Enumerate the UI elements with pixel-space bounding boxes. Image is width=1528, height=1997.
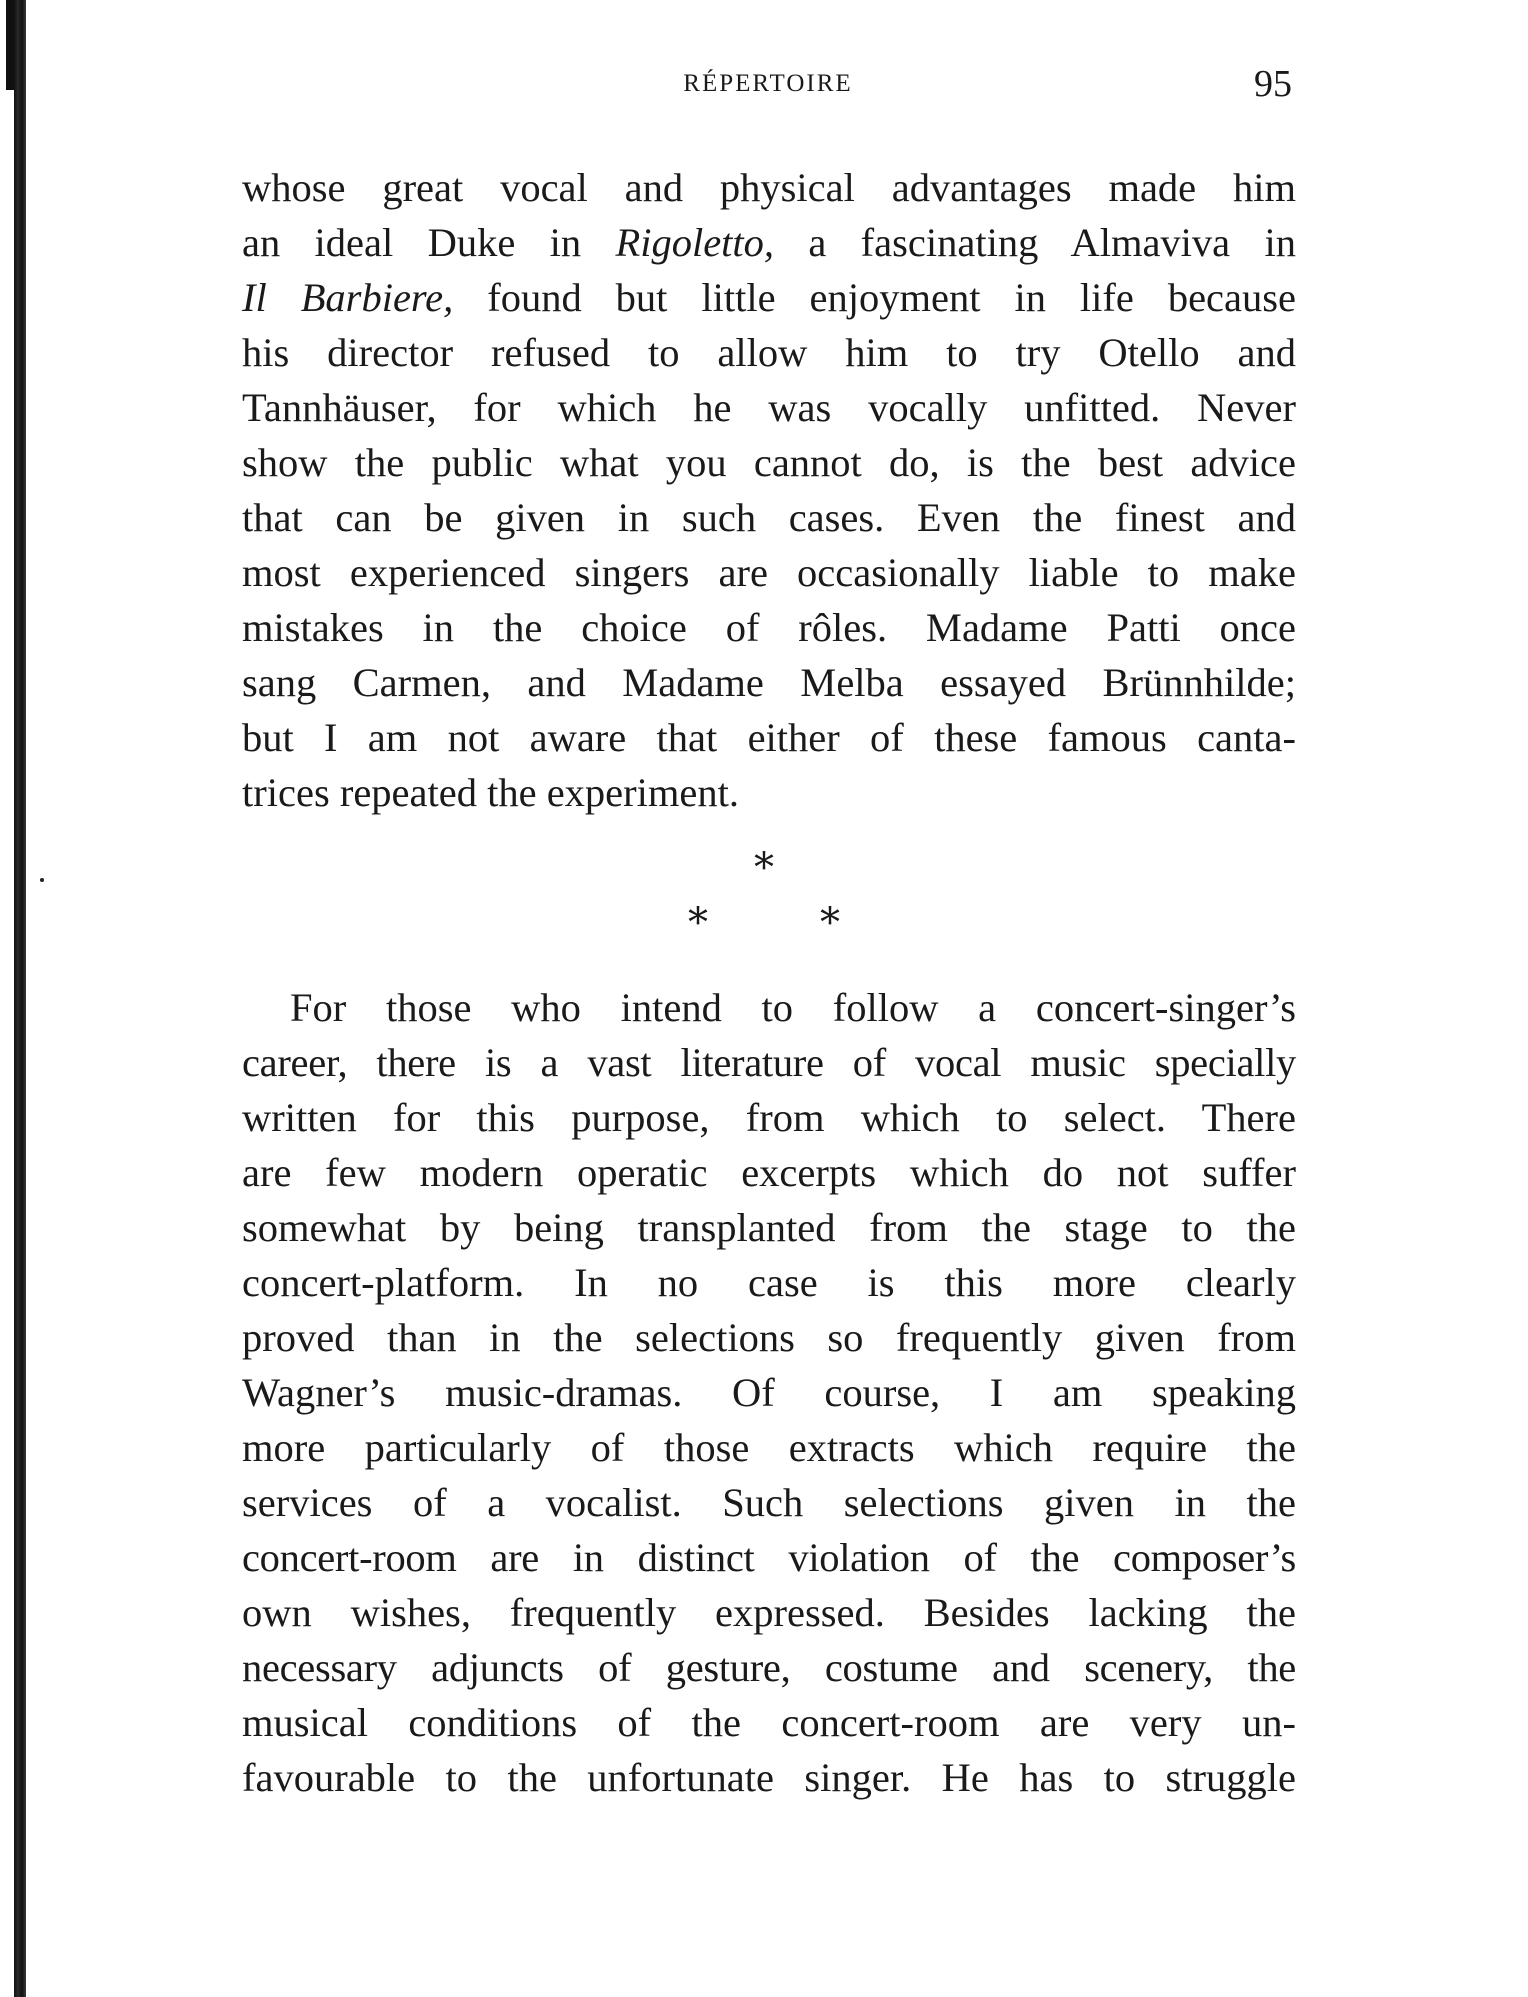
text-line: written for this purpose, from which to select. There <box>242 1095 1296 1140</box>
text-line: his director refused to allow him to try Otello and <box>242 330 1296 375</box>
text-segment: found but little enjoyment in life because <box>453 275 1296 320</box>
opera-title-il-barbiere: Il Barbiere, <box>242 275 454 320</box>
text-line: concert-room are in distinct violation of the composer’s <box>242 1535 1296 1580</box>
paragraph-two <box>242 980 1296 1805</box>
text-line: favourable to the unfortunate singer. He has to struggle <box>242 1755 1296 1800</box>
opera-title-rigoletto: Rigoletto, <box>615 220 775 265</box>
running-head <box>240 62 1296 112</box>
text-line: services of a vocalist. Such selections given in the <box>242 1480 1296 1525</box>
edge-mark <box>40 878 44 882</box>
text-segment: an ideal Duke in <box>242 220 616 265</box>
text-line: but I am not aware that either of these famous canta- <box>242 715 1296 760</box>
text-line: Tannhäuser, for which he was vocally unfitted. Never <box>242 385 1296 430</box>
text-line <box>242 215 1296 270</box>
text-line: necessary adjuncts of gesture, costume and scenery, the <box>242 1645 1296 1690</box>
asterisk: * <box>754 845 774 891</box>
text-segment: a fascinating Almaviva in <box>774 220 1296 265</box>
text-line: Wagner’s music-dramas. Of course, I am speaking <box>242 1370 1296 1415</box>
asterisk: * <box>688 900 708 946</box>
page-number: 95 <box>1254 63 1292 105</box>
asterisk: * <box>820 900 840 946</box>
running-title: RÉPERTOIRE <box>683 70 853 97</box>
paragraph-one <box>242 160 1296 820</box>
text-line: most experienced singers are occasionally liable to make <box>242 550 1296 595</box>
text-line: that can be given in such cases. Even the finest and <box>242 495 1296 540</box>
text-line: trices repeated the experiment. <box>242 770 739 815</box>
text-line <box>242 270 1296 325</box>
binding-edge <box>14 0 26 1997</box>
asterism-section-break <box>620 845 860 955</box>
text-line: somewhat by being transplanted from the stage to the <box>242 1205 1296 1250</box>
text-line: show the public what you cannot do, is the best advice <box>242 440 1296 485</box>
text-line: musical conditions of the concert-room are very un- <box>242 1700 1296 1745</box>
text-line: For those who intend to follow a concert-singer’s <box>290 985 1296 1030</box>
text-line: whose great vocal and physical advantages made him <box>242 165 1296 210</box>
text-line: more particularly of those extracts which require the <box>242 1425 1296 1470</box>
text-line: proved than in the selections so frequently given from <box>242 1315 1296 1360</box>
text-line: mistakes in the choice of rôles. Madame Patti once <box>242 605 1296 650</box>
text-line: career, there is a vast literature of vocal music specially <box>242 1040 1296 1085</box>
text-line: concert-platform. In no case is this more clearly <box>242 1260 1296 1305</box>
text-line: own wishes, frequently expressed. Besides lacking the <box>242 1590 1296 1635</box>
text-line: are few modern operatic excerpts which do not suffer <box>242 1150 1296 1195</box>
text-line: sang Carmen, and Madame Melba essayed Brünnhilde; <box>242 660 1296 705</box>
